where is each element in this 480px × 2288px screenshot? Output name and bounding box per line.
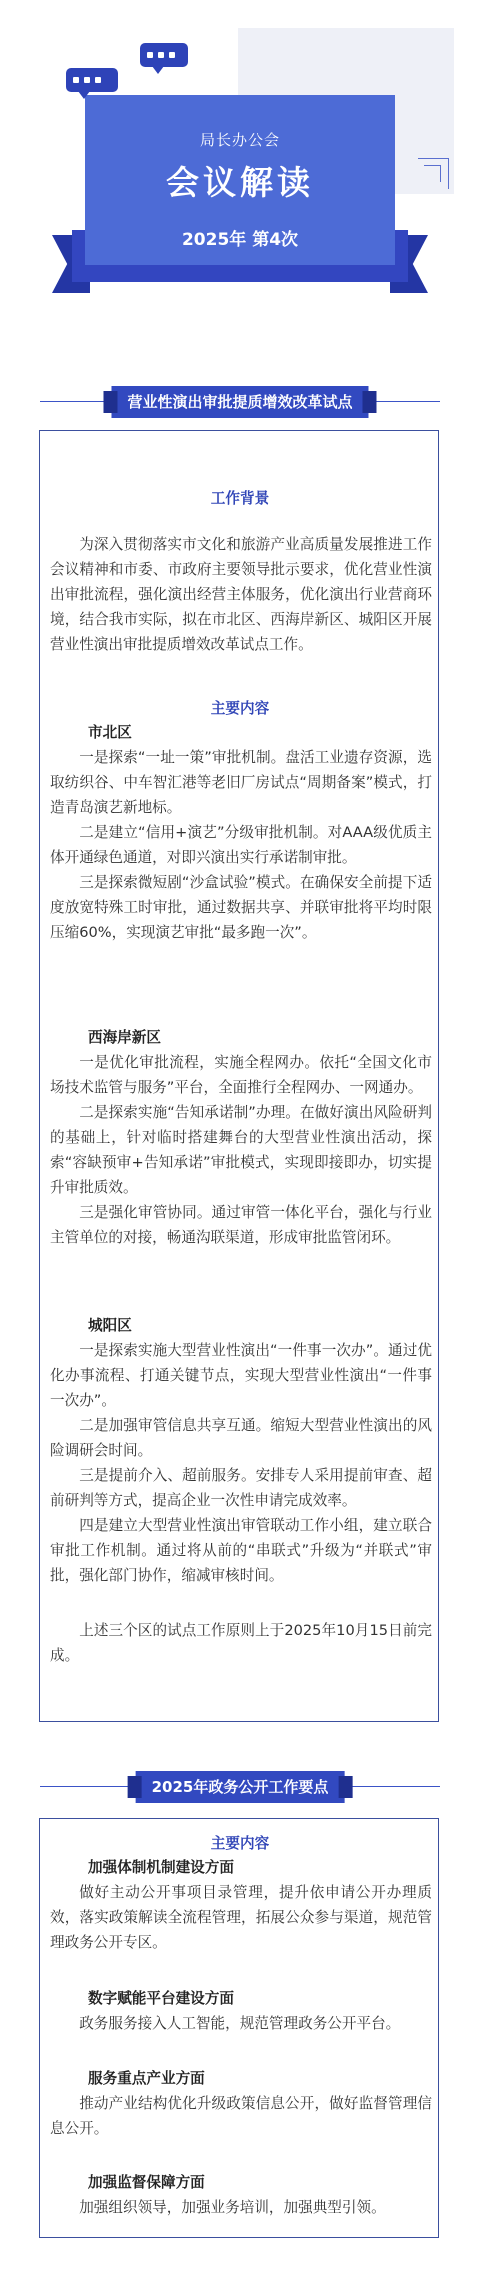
point-heading: 数字赋能平台建设方面: [88, 1990, 234, 2007]
content-title: 主要内容: [210, 700, 270, 717]
list-item: 二是建立“信用+演艺”分级审批机制。对AAA级优质主体开通绿色通道，对即兴演出实行承诺制审批。: [50, 824, 432, 866]
list-item: 一是探索实施大型营业性演出“一件事一次办”。通过优化办事流程、打通关键节点，实现大型营业性演出“一件事一次办”。: [50, 1342, 432, 1409]
district-heading: 西海岸新区: [88, 1029, 161, 1046]
list-item: 四是建立大型营业性演出审管联动工作小组，建立联合审批工作机制。通过将从前的“串联式”升级为“并联式”审批，强化部门协作，缩减审核时间。: [50, 1517, 432, 1584]
point-heading: 服务重点产业方面: [88, 2070, 205, 2087]
point-body: 推动产业结构优化升级政策信息公开，做好监督管理信息公开。: [50, 2095, 432, 2137]
list-item: 二是探索实施“告知承诺制”办理。在做好演出风险研判的基础上，针对临时搭建舞台的大型营业性演出活动，探索“容缺预审+告知承诺”审批模式，实现即接即办，切实提升审批质效。: [50, 1104, 432, 1196]
section1-banner-title: 营业性演出审批提质增效改革试点: [111, 386, 368, 418]
closing-section: [50, 1618, 432, 1668]
district-chengyang: [50, 1338, 432, 1588]
list-item: 一是优化审批流程，实施全程网办。依托“全国文化市场技术监管与服务”平台，全面推行全程网办、一网通办。: [50, 1054, 432, 1096]
background-section: [50, 532, 432, 657]
section1-banner: [0, 378, 480, 426]
header-title: 会议解读: [166, 163, 314, 202]
list-item: 三是提前介入、超前服务。安排专人采用提前审查、超前研判等方式，提高企业一次性申请完成效率。: [50, 1467, 432, 1509]
point-text: [50, 2195, 432, 2220]
point-text: [50, 2091, 432, 2141]
content-title: 主要内容: [210, 1835, 270, 1852]
point-heading: 加强体制机制建设方面: [88, 1859, 234, 1876]
point-text: [50, 1880, 432, 1955]
district-shibei: [50, 745, 432, 945]
point-heading: 加强监督保障方面: [88, 2174, 205, 2191]
corner-decoration: [418, 158, 449, 189]
point-body: 做好主动公开事项目录管理，提升依申请公开办理质效，落实政策解读全流程管理，拓展公众参与渠道，规范管理政务公开专区。: [50, 1884, 432, 1951]
district-heading: 市北区: [88, 724, 132, 741]
header-card: [85, 95, 395, 265]
chat-bubble-icon: [140, 43, 188, 67]
section2-banner: [0, 1763, 480, 1811]
header-issue: 2025年 第4次: [181, 230, 299, 250]
closing-text: 上述三个区的试点工作原则上于2025年10月15日前完成。: [50, 1622, 432, 1664]
background-text: 为深入贯彻落实市文化和旅游产业高质量发展推进工作会议精神和市委、市政府主要领导批示要求，优化营业性演出审批流程，强化演出经营主体服务，优化演出行业营商环境，结合我市实际，拟在市北区、西海岸新区、城阳区开展营业性演出审批提质增效改革试点工作。: [50, 536, 432, 653]
point-body: 政务服务接入人工智能，规范管理政务公开平台。: [79, 2015, 401, 2032]
chat-bubble-icon: [66, 68, 118, 92]
header-graphic: [0, 0, 480, 330]
section2-banner-title: 2025年政务公开工作要点: [136, 1771, 345, 1803]
list-item: 一是探索“一址一策”审批机制。盘活工业遗存资源，选取纺织谷、中车智汇港等老旧厂房试点“周期备案”模式，打造青岛演艺新地标。: [50, 749, 432, 816]
district-xihaian: [50, 1050, 432, 1250]
header-subtitle: 局长办公会: [199, 131, 280, 149]
background-title: 工作背景: [210, 490, 270, 507]
list-item: 三是强化审管协同。通过审管一体化平台，强化与行业主管单位的对接，畅通沟联渠道，形成审批监管闭环。: [50, 1204, 432, 1246]
list-item: 三是探索微短剧“沙盒试验”模式。在确保安全前提下适度放宽特殊工时审批，通过数据共享、并联审批将平均时限压缩60%，实现演艺审批“最多跑一次”。: [50, 874, 432, 941]
point-text: [50, 2011, 432, 2036]
list-item: 二是加强审管信息共享互通。缩短大型营业性演出的风险调研会时间。: [50, 1417, 432, 1459]
point-body: 加强组织领导，加强业务培训，加强典型引领。: [79, 2199, 386, 2216]
district-heading: 城阳区: [88, 1317, 132, 1334]
